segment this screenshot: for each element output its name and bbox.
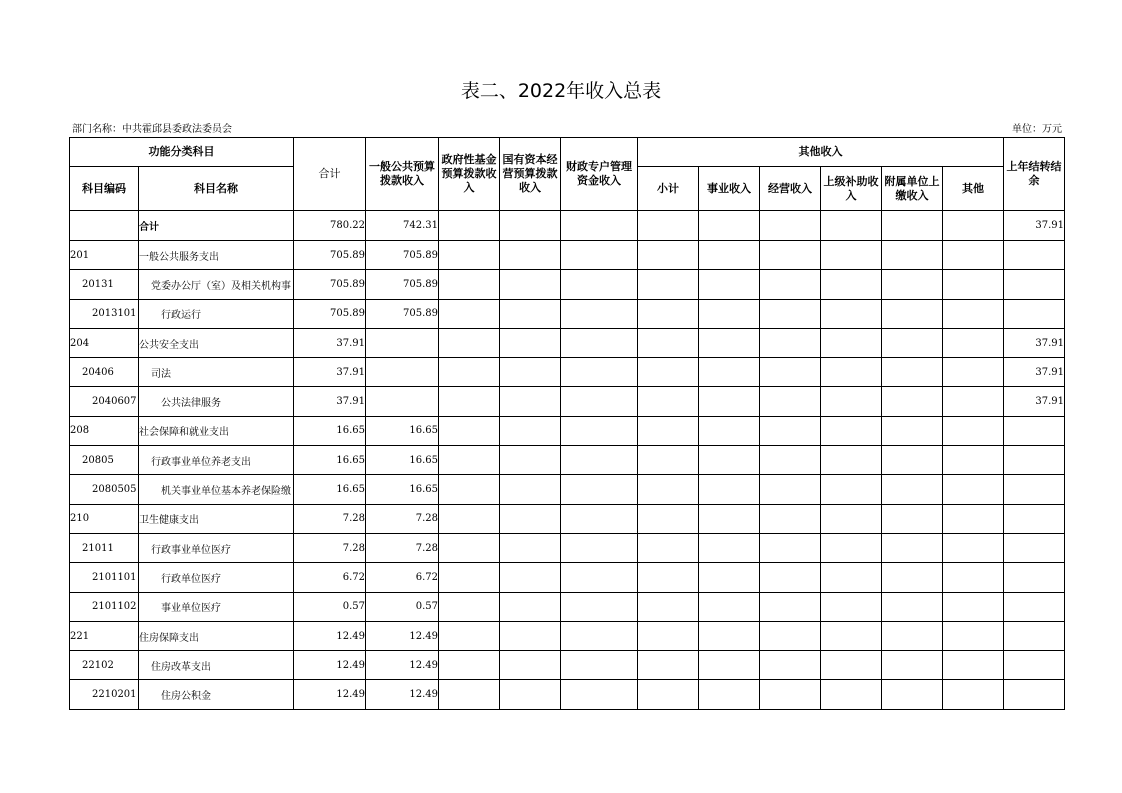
header-affiliated-income: 附属单位上缴收入 [882, 167, 943, 211]
cell-operating-income [760, 680, 821, 709]
cell-superior-subsidy [821, 270, 882, 299]
cell-state-capital [500, 621, 561, 650]
cell-affiliated-income [882, 533, 943, 562]
cell-business-income [699, 299, 760, 328]
cell-subtotal [638, 533, 699, 562]
cell-subtotal [638, 592, 699, 621]
cell-operating-income [760, 299, 821, 328]
cell-code: 21011 [70, 533, 139, 562]
cell-subtotal [638, 241, 699, 270]
cell-state-capital [500, 270, 561, 299]
cell-superior-subsidy [821, 387, 882, 416]
cell-general-budget [366, 358, 439, 387]
cell-other [943, 358, 1004, 387]
header-other-income: 其他收入 [638, 138, 1004, 167]
header-code: 科目编码 [70, 167, 139, 211]
cell-name: 公共安全支出 [139, 328, 294, 357]
table-row [70, 504, 1065, 533]
cell-code: 2080505 [70, 475, 139, 504]
table-row [70, 680, 1065, 709]
cell-prior-balance [1004, 504, 1065, 533]
header-func-class: 功能分类科目 [70, 138, 294, 167]
header-fiscal-special: 财政专户管理资金收入 [561, 138, 638, 211]
cell-affiliated-income [882, 592, 943, 621]
cell-operating-income [760, 387, 821, 416]
cell-gov-fund [439, 504, 500, 533]
cell-name: 合计 [139, 211, 294, 241]
cell-code: 204 [70, 328, 139, 357]
cell-state-capital [500, 241, 561, 270]
cell-subtotal [638, 299, 699, 328]
cell-prior-balance [1004, 563, 1065, 592]
header-other: 其他 [943, 167, 1004, 211]
cell-general-budget: 0.57 [366, 592, 439, 621]
cell-superior-subsidy [821, 416, 882, 445]
cell-general-budget: 7.28 [366, 533, 439, 562]
cell-other [943, 651, 1004, 680]
cell-operating-income [760, 563, 821, 592]
cell-business-income [699, 211, 760, 241]
cell-general-budget: 705.89 [366, 299, 439, 328]
cell-general-budget: 742.31 [366, 211, 439, 241]
cell-subtotal [638, 621, 699, 650]
header-operating-income: 经营收入 [760, 167, 821, 211]
cell-business-income [699, 241, 760, 270]
cell-superior-subsidy [821, 563, 882, 592]
cell-superior-subsidy [821, 651, 882, 680]
cell-operating-income [760, 328, 821, 357]
cell-superior-subsidy [821, 446, 882, 475]
cell-business-income [699, 358, 760, 387]
cell-state-capital [500, 328, 561, 357]
cell-superior-subsidy [821, 533, 882, 562]
cell-affiliated-income [882, 651, 943, 680]
cell-business-income [699, 563, 760, 592]
cell-other [943, 416, 1004, 445]
cell-fiscal-special [561, 299, 638, 328]
cell-state-capital [500, 358, 561, 387]
cell-total: 37.91 [294, 358, 366, 387]
table-row [70, 270, 1065, 299]
cell-gov-fund [439, 475, 500, 504]
cell-total: 12.49 [294, 680, 366, 709]
header-name: 科目名称 [139, 167, 294, 211]
cell-gov-fund [439, 621, 500, 650]
cell-general-budget: 12.49 [366, 680, 439, 709]
cell-name: 司法 [139, 358, 294, 387]
cell-total: 12.49 [294, 651, 366, 680]
cell-general-budget: 12.49 [366, 651, 439, 680]
cell-other [943, 592, 1004, 621]
cell-business-income [699, 504, 760, 533]
cell-superior-subsidy [821, 299, 882, 328]
cell-total: 37.91 [294, 387, 366, 416]
cell-affiliated-income [882, 387, 943, 416]
cell-prior-balance [1004, 592, 1065, 621]
cell-prior-balance [1004, 475, 1065, 504]
cell-gov-fund [439, 533, 500, 562]
cell-business-income [699, 651, 760, 680]
cell-gov-fund [439, 328, 500, 357]
cell-superior-subsidy [821, 592, 882, 621]
cell-state-capital [500, 299, 561, 328]
cell-superior-subsidy [821, 328, 882, 357]
cell-prior-balance [1004, 270, 1065, 299]
cell-operating-income [760, 533, 821, 562]
cell-name: 住房改革支出 [139, 651, 294, 680]
cell-business-income [699, 621, 760, 650]
cell-state-capital [500, 533, 561, 562]
cell-general-budget: 705.89 [366, 270, 439, 299]
cell-general-budget: 6.72 [366, 563, 439, 592]
cell-other [943, 621, 1004, 650]
cell-prior-balance [1004, 241, 1065, 270]
cell-fiscal-special [561, 387, 638, 416]
cell-name: 一般公共服务支出 [139, 241, 294, 270]
cell-total: 16.65 [294, 416, 366, 445]
header-subtotal: 小计 [638, 167, 699, 211]
income-table [69, 137, 1065, 710]
cell-other [943, 475, 1004, 504]
cell-other [943, 680, 1004, 709]
cell-total: 705.89 [294, 241, 366, 270]
cell-superior-subsidy [821, 211, 882, 241]
cell-general-budget: 16.65 [366, 416, 439, 445]
cell-affiliated-income [882, 416, 943, 445]
cell-total: 780.22 [294, 211, 366, 241]
cell-operating-income [760, 504, 821, 533]
cell-subtotal [638, 328, 699, 357]
cell-code: 201 [70, 241, 139, 270]
cell-business-income [699, 446, 760, 475]
cell-subtotal [638, 270, 699, 299]
cell-fiscal-special [561, 475, 638, 504]
cell-subtotal [638, 211, 699, 241]
cell-gov-fund [439, 651, 500, 680]
cell-other [943, 504, 1004, 533]
cell-subtotal [638, 680, 699, 709]
cell-gov-fund [439, 211, 500, 241]
cell-total: 705.89 [294, 270, 366, 299]
cell-name: 社会保障和就业支出 [139, 416, 294, 445]
cell-state-capital [500, 504, 561, 533]
cell-business-income [699, 475, 760, 504]
cell-affiliated-income [882, 241, 943, 270]
cell-state-capital [500, 475, 561, 504]
cell-name: 事业单位医疗 [139, 592, 294, 621]
header-prior-balance: 上年结转结余 [1004, 138, 1065, 211]
cell-gov-fund [439, 299, 500, 328]
cell-fiscal-special [561, 680, 638, 709]
cell-name: 行政运行 [139, 299, 294, 328]
table-row [70, 592, 1065, 621]
cell-gov-fund [439, 387, 500, 416]
cell-affiliated-income [882, 680, 943, 709]
table-row [70, 651, 1065, 680]
cell-code: 2101101 [70, 563, 139, 592]
cell-state-capital [500, 651, 561, 680]
cell-state-capital [500, 446, 561, 475]
cell-total: 12.49 [294, 621, 366, 650]
cell-total: 16.65 [294, 475, 366, 504]
table-row [70, 533, 1065, 562]
cell-total: 37.91 [294, 328, 366, 357]
cell-other [943, 241, 1004, 270]
cell-superior-subsidy [821, 475, 882, 504]
cell-code: 20131 [70, 270, 139, 299]
cell-code: 22102 [70, 651, 139, 680]
cell-fiscal-special [561, 651, 638, 680]
cell-code: 210 [70, 504, 139, 533]
cell-affiliated-income [882, 446, 943, 475]
cell-operating-income [760, 446, 821, 475]
cell-gov-fund [439, 358, 500, 387]
cell-subtotal [638, 504, 699, 533]
cell-state-capital [500, 211, 561, 241]
cell-subtotal [638, 651, 699, 680]
cell-operating-income [760, 241, 821, 270]
cell-name: 行政单位医疗 [139, 563, 294, 592]
header-superior-subsidy: 上级补助收入 [821, 167, 882, 211]
table-row [70, 621, 1065, 650]
cell-fiscal-special [561, 241, 638, 270]
cell-general-budget: 16.65 [366, 475, 439, 504]
cell-affiliated-income [882, 621, 943, 650]
cell-total: 6.72 [294, 563, 366, 592]
cell-name: 住房保障支出 [139, 621, 294, 650]
cell-other [943, 328, 1004, 357]
table-row [70, 446, 1065, 475]
table-row [70, 211, 1065, 241]
cell-gov-fund [439, 270, 500, 299]
cell-prior-balance [1004, 446, 1065, 475]
cell-code: 20406 [70, 358, 139, 387]
cell-state-capital [500, 416, 561, 445]
table-row [70, 328, 1065, 357]
cell-other [943, 270, 1004, 299]
cell-prior-balance [1004, 680, 1065, 709]
cell-prior-balance: 37.91 [1004, 211, 1065, 241]
cell-general-budget: 12.49 [366, 621, 439, 650]
page-title: 表二、2022年收入总表 [460, 80, 662, 102]
cell-affiliated-income [882, 504, 943, 533]
cell-fiscal-special [561, 270, 638, 299]
table-row [70, 475, 1065, 504]
cell-superior-subsidy [821, 241, 882, 270]
cell-business-income [699, 387, 760, 416]
cell-fiscal-special [561, 563, 638, 592]
cell-superior-subsidy [821, 621, 882, 650]
cell-name: 公共法律服务 [139, 387, 294, 416]
cell-state-capital [500, 563, 561, 592]
cell-superior-subsidy [821, 680, 882, 709]
cell-total: 705.89 [294, 299, 366, 328]
table-row [70, 241, 1065, 270]
cell-gov-fund [439, 241, 500, 270]
cell-name: 行政事业单位医疗 [139, 533, 294, 562]
cell-general-budget [366, 328, 439, 357]
cell-fiscal-special [561, 416, 638, 445]
cell-total: 0.57 [294, 592, 366, 621]
table-row [70, 299, 1065, 328]
header-business-income: 事业收入 [699, 167, 760, 211]
cell-prior-balance [1004, 533, 1065, 562]
cell-operating-income [760, 651, 821, 680]
cell-gov-fund [439, 680, 500, 709]
cell-gov-fund [439, 416, 500, 445]
header-state-capital: 国有资本经营预算拨款收入 [500, 138, 561, 211]
cell-fiscal-special [561, 592, 638, 621]
cell-state-capital [500, 592, 561, 621]
cell-other [943, 299, 1004, 328]
cell-general-budget: 16.65 [366, 446, 439, 475]
cell-subtotal [638, 358, 699, 387]
cell-code [70, 211, 139, 241]
table-row [70, 387, 1065, 416]
cell-business-income [699, 533, 760, 562]
cell-operating-income [760, 416, 821, 445]
cell-name: 住房公积金 [139, 680, 294, 709]
cell-business-income [699, 270, 760, 299]
cell-code: 2210201 [70, 680, 139, 709]
cell-affiliated-income [882, 563, 943, 592]
cell-code: 221 [70, 621, 139, 650]
cell-prior-balance [1004, 416, 1065, 445]
header-total: 合计 [294, 138, 366, 211]
cell-name: 行政事业单位养老支出 [139, 446, 294, 475]
header-general-budget: 一般公共预算拨款收入 [366, 138, 439, 211]
cell-prior-balance: 37.91 [1004, 328, 1065, 357]
table-row [70, 416, 1065, 445]
cell-code: 208 [70, 416, 139, 445]
cell-subtotal [638, 563, 699, 592]
cell-name: 党委办公厅（室）及相关机构事 [139, 270, 294, 299]
cell-prior-balance [1004, 651, 1065, 680]
cell-fiscal-special [561, 533, 638, 562]
cell-general-budget: 7.28 [366, 504, 439, 533]
cell-operating-income [760, 358, 821, 387]
cell-business-income [699, 680, 760, 709]
cell-fiscal-special [561, 328, 638, 357]
cell-gov-fund [439, 563, 500, 592]
cell-affiliated-income [882, 211, 943, 241]
cell-subtotal [638, 446, 699, 475]
table-row [70, 563, 1065, 592]
header-gov-fund: 政府性基金预算拨款收入 [439, 138, 500, 211]
cell-affiliated-income [882, 270, 943, 299]
cell-fiscal-special [561, 358, 638, 387]
cell-general-budget: 705.89 [366, 241, 439, 270]
cell-total: 7.28 [294, 504, 366, 533]
cell-code: 20805 [70, 446, 139, 475]
cell-subtotal [638, 416, 699, 445]
cell-superior-subsidy [821, 358, 882, 387]
cell-prior-balance [1004, 299, 1065, 328]
cell-gov-fund [439, 592, 500, 621]
cell-operating-income [760, 270, 821, 299]
cell-operating-income [760, 621, 821, 650]
cell-fiscal-special [561, 504, 638, 533]
cell-state-capital [500, 680, 561, 709]
department-label: 部门名称：中共霍邱县委政法委员会 [72, 124, 232, 135]
cell-operating-income [760, 211, 821, 241]
cell-name: 机关事业单位基本养老保险缴 [139, 475, 294, 504]
cell-fiscal-special [561, 446, 638, 475]
cell-name: 卫生健康支出 [139, 504, 294, 533]
cell-general-budget [366, 387, 439, 416]
cell-business-income [699, 328, 760, 357]
cell-other [943, 533, 1004, 562]
cell-operating-income [760, 592, 821, 621]
cell-fiscal-special [561, 621, 638, 650]
cell-other [943, 387, 1004, 416]
cell-affiliated-income [882, 475, 943, 504]
cell-other [943, 211, 1004, 241]
cell-business-income [699, 592, 760, 621]
cell-superior-subsidy [821, 504, 882, 533]
cell-code: 2040607 [70, 387, 139, 416]
table-row [70, 358, 1065, 387]
cell-gov-fund [439, 446, 500, 475]
cell-affiliated-income [882, 299, 943, 328]
cell-state-capital [500, 387, 561, 416]
cell-total: 16.65 [294, 446, 366, 475]
cell-prior-balance: 37.91 [1004, 358, 1065, 387]
cell-total: 7.28 [294, 533, 366, 562]
cell-other [943, 563, 1004, 592]
cell-business-income [699, 416, 760, 445]
cell-prior-balance: 37.91 [1004, 387, 1065, 416]
cell-other [943, 446, 1004, 475]
cell-subtotal [638, 387, 699, 416]
cell-affiliated-income [882, 328, 943, 357]
cell-fiscal-special [561, 211, 638, 241]
cell-subtotal [638, 475, 699, 504]
cell-affiliated-income [882, 358, 943, 387]
unit-label: 单位：万元 [1012, 124, 1062, 135]
cell-code: 2013101 [70, 299, 139, 328]
cell-operating-income [760, 475, 821, 504]
cell-prior-balance [1004, 621, 1065, 650]
cell-code: 2101102 [70, 592, 139, 621]
